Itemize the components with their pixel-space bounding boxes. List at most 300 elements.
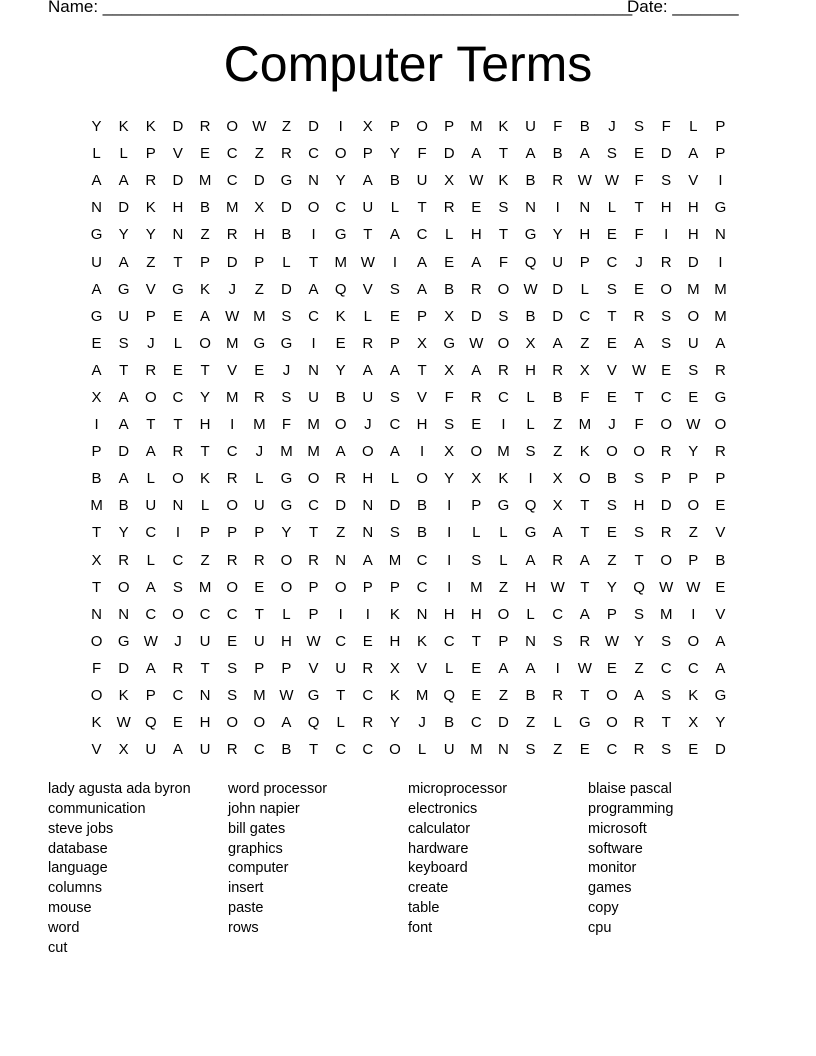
grid-letter: I [447, 578, 452, 596]
word-bank-item: paste [228, 900, 264, 917]
grid-letter: V [688, 172, 699, 190]
grid-letter: C [308, 307, 319, 325]
grid-letter: O [497, 334, 510, 352]
grid-letter: H [470, 605, 482, 623]
grid-letter: M [253, 416, 266, 434]
grid-letter: C [362, 741, 374, 759]
grid-letter: C [389, 416, 401, 434]
grid-letter: U [416, 172, 428, 190]
word-bank-item: create [408, 880, 449, 897]
grid-letter: V [417, 659, 428, 677]
grid-letter: G [714, 199, 727, 217]
grid-letter: J [228, 280, 236, 298]
grid-letter: I [447, 524, 452, 542]
grid-letter: S [661, 172, 672, 190]
grid-letter: O [687, 307, 700, 325]
grid-letter: P [715, 470, 726, 488]
grid-letter: E [688, 741, 699, 759]
grid-letter: Y [335, 172, 346, 190]
grid-letter: A [118, 253, 129, 271]
grid-letter: N [118, 605, 130, 623]
grid-letter: J [282, 361, 291, 379]
grid-letter: R [253, 551, 265, 569]
grid-letter: X [91, 551, 102, 569]
grid-letter: A [91, 361, 102, 379]
grid-letter: P [362, 145, 373, 163]
grid-letter: A [471, 253, 482, 271]
grid-letter: T [200, 443, 210, 461]
grid-letter: W [550, 578, 565, 596]
grid-letter: I [175, 524, 181, 542]
grid-letter: F [444, 388, 454, 406]
grid-row [83, 248, 734, 275]
grid-letter: H [416, 416, 428, 434]
grid-letter: I [528, 470, 533, 488]
grid-letter: T [498, 226, 509, 244]
grid-letter: I [338, 605, 343, 623]
word-bank-item: language [48, 860, 108, 877]
grid-letter: S [552, 632, 563, 650]
word-bank-item: lady agusta ada byron [48, 781, 191, 797]
grid-letter: E [389, 307, 400, 325]
grid-letter: V [227, 361, 238, 379]
grid-row [83, 194, 734, 221]
grid-letter: Y [200, 388, 211, 406]
grid-letter: L [472, 524, 481, 542]
grid-letter: I [555, 199, 560, 217]
grid-letter: R [145, 172, 157, 190]
grid-letter: G [443, 334, 456, 352]
grid-letter: S [634, 524, 645, 542]
grid-letter: O [470, 443, 483, 461]
grid-letter: A [579, 551, 590, 569]
grid-letter: Z [525, 714, 536, 732]
grid-letter: H [199, 714, 211, 732]
grid-letter: D [687, 253, 699, 271]
grid-letter: M [225, 388, 239, 406]
grid-letter: N [91, 199, 102, 217]
grid-letter: O [144, 388, 157, 406]
grid-letter: N [498, 741, 509, 759]
word-bank-item: communication [48, 800, 146, 817]
grid-letter: B [525, 172, 536, 190]
grid-letter: B [281, 741, 292, 759]
grid-letter: S [227, 687, 238, 705]
grid-letter: R [470, 280, 482, 298]
grid-letter: S [227, 659, 238, 677]
grid-letter: J [608, 118, 616, 136]
grid-letter: D [281, 280, 292, 298]
grid-row [83, 411, 734, 438]
grid-letter: O [497, 605, 510, 623]
grid-letter: D [498, 714, 509, 732]
grid-letter: T [91, 524, 102, 542]
grid-letter: P [688, 551, 699, 569]
grid-letter: K [417, 632, 428, 650]
word-bank-item: cpu [588, 919, 612, 936]
grid-letter: B [552, 388, 563, 406]
grid-letter: E [471, 199, 482, 217]
grid-letter: P [91, 443, 102, 461]
grid-letter: P [145, 687, 156, 705]
grid-letter: G [172, 280, 184, 298]
grid-letter: G [117, 632, 130, 650]
grid-row [83, 601, 734, 628]
grid-letter: C [416, 226, 428, 244]
word-bank-item: keyboard [408, 860, 468, 877]
grid-letter: E [471, 687, 482, 705]
grid-letter: U [253, 632, 265, 650]
grid-letter: L [146, 470, 155, 488]
grid-letter: E [172, 361, 183, 379]
grid-letter: X [688, 714, 699, 732]
grid-letter: T [417, 361, 427, 379]
grid-letter: L [146, 551, 155, 569]
grid-letter: G [90, 226, 103, 244]
grid-letter: B [281, 226, 292, 244]
grid-row [83, 438, 734, 465]
grid-letter: O [334, 145, 347, 163]
grid-letter: G [90, 307, 103, 325]
grid-letter: R [362, 659, 374, 677]
grid-letter: M [253, 307, 266, 325]
grid-letter: Y [118, 226, 129, 244]
grid-letter: K [200, 280, 211, 298]
grid-letter: N [308, 361, 319, 379]
grid-letter: M [578, 416, 592, 434]
grid-letter: L [363, 307, 372, 325]
grid-letter: Q [633, 578, 645, 596]
grid-letter: B [525, 687, 536, 705]
grid-letter: X [118, 741, 129, 759]
grid-letter: N [172, 497, 184, 515]
grid-letter: S [606, 497, 617, 515]
grid-letter: T [91, 578, 102, 596]
grid-letter: D [118, 199, 130, 217]
grid-letter: O [172, 605, 184, 623]
grid-letter: O [687, 632, 700, 650]
grid-letter: D [715, 741, 726, 759]
grid-letter: E [606, 659, 617, 677]
grid-letter: H [687, 226, 699, 244]
grid-letter: O [361, 443, 374, 461]
grid-letter: P [389, 334, 400, 352]
grid-letter: W [686, 416, 701, 434]
grid-letter: D [172, 172, 184, 190]
grid-letter: P [389, 118, 400, 136]
grid-letter: A [91, 280, 102, 298]
word-bank-item: computer [228, 860, 289, 877]
grid-letter: M [253, 687, 266, 705]
grid-letter: X [362, 118, 373, 136]
grid-letter: R [660, 524, 672, 542]
grid-letter: U [335, 659, 347, 677]
grid-letter: T [634, 388, 644, 406]
grid-letter: G [253, 334, 266, 352]
grid-letter: T [200, 659, 210, 677]
grid-letter: T [580, 687, 590, 705]
grid-letter: A [715, 632, 726, 650]
grid-letter: Y [606, 578, 617, 596]
grid-letter: S [634, 470, 645, 488]
grid-letter: I [365, 605, 370, 623]
grid-letter: A [471, 361, 482, 379]
grid-letter: O [687, 497, 700, 515]
grid-letter: P [145, 307, 156, 325]
grid-letter: A [362, 551, 373, 569]
grid-letter: Z [146, 253, 156, 271]
grid-letter: G [280, 334, 293, 352]
grid-letter: K [389, 605, 400, 623]
grid-letter: O [90, 687, 103, 705]
grid-letter: U [145, 497, 157, 515]
grid-letter: Z [553, 741, 563, 759]
grid-letter: S [389, 388, 400, 406]
grid-letter: T [308, 741, 319, 759]
grid-letter: U [199, 741, 211, 759]
grid-letter: Z [281, 118, 292, 136]
grid-letter: Z [200, 226, 210, 244]
grid-letter: R [199, 118, 211, 136]
grid-letter: M [714, 307, 727, 325]
grid-letter: A [362, 172, 373, 190]
grid-letter: H [362, 470, 374, 488]
grid-letter: C [660, 388, 672, 406]
grid-letter: J [418, 714, 426, 732]
grid-letter: A [91, 172, 102, 190]
grid-letter: Z [200, 551, 210, 569]
grid-letter: X [444, 307, 455, 325]
grid-letter: V [606, 361, 617, 379]
grid-letter: B [606, 470, 617, 488]
grid-letter: P [498, 632, 509, 650]
grid-letter: C [172, 388, 184, 406]
grid-letter: C [579, 307, 591, 325]
word-bank-item: hardware [408, 840, 469, 857]
grid-letter: A [579, 605, 590, 623]
grid-letter: L [689, 118, 698, 136]
grid-letter: E [362, 632, 373, 650]
word-bank-item: copy [588, 900, 619, 917]
grid-letter: T [417, 199, 427, 217]
grid-letter: B [91, 470, 102, 488]
grid-row [83, 519, 734, 546]
grid-letter: D [335, 497, 347, 515]
grid-letter: D [470, 307, 482, 325]
grid-letter: G [578, 714, 591, 732]
grid-letter: O [606, 443, 618, 461]
grid-letter: X [417, 334, 428, 352]
grid-letter: R [226, 226, 238, 244]
grid-letter: B [552, 145, 563, 163]
grid-letter: G [307, 687, 320, 705]
grid-letter: R [281, 145, 292, 163]
word-bank [48, 780, 768, 959]
grid-letter: J [635, 253, 643, 271]
grid-letter: N [362, 524, 374, 542]
grid-letter: I [691, 605, 696, 623]
grid-letter: R [715, 443, 726, 461]
grid-letter: T [308, 524, 319, 542]
grid-letter: I [447, 551, 452, 569]
grid-letter: E [444, 253, 455, 271]
grid-letter: U [145, 741, 157, 759]
grid-letter: S [118, 334, 129, 352]
grid-letter: W [686, 578, 701, 596]
word-bank-item: games [588, 880, 632, 897]
grid-letter: N [525, 632, 536, 650]
grid-row [83, 628, 734, 655]
grid-letter: O [90, 632, 103, 650]
grid-letter: G [714, 388, 727, 406]
grid-letter: Y [688, 443, 699, 461]
grid-letter: R [633, 307, 645, 325]
grid-letter: U [118, 307, 130, 325]
grid-letter: K [118, 118, 129, 136]
grid-letter: O [117, 578, 130, 596]
grid-letter: O [660, 416, 673, 434]
grid-letter: K [498, 118, 509, 136]
grid-letter: W [577, 172, 592, 190]
grid-letter: O [578, 470, 591, 488]
word-bank-item: insert [228, 880, 264, 897]
grid-letter: E [715, 497, 726, 515]
grid-letter: H [253, 226, 265, 244]
word-bank-item: database [48, 840, 108, 857]
grid-letter: Z [553, 416, 563, 434]
word-bank-item: columns [48, 880, 102, 897]
grid-letter: D [552, 307, 564, 325]
grid-letter: R [470, 388, 482, 406]
word-bank-item: electronics [408, 800, 478, 817]
grid-letter: E [606, 334, 617, 352]
grid-letter: U [525, 118, 536, 136]
grid-letter: A [335, 443, 346, 461]
grid-letter: O [334, 416, 347, 434]
grid-letter: C [362, 687, 374, 705]
grid-letter: T [634, 551, 644, 569]
grid-letter: D [660, 145, 672, 163]
grid-letter: A [389, 443, 400, 461]
grid-letter: X [525, 334, 536, 352]
grid-letter: A [200, 307, 211, 325]
grid-letter: W [631, 361, 647, 379]
grid-letter: A [281, 714, 292, 732]
grid-letter: C [172, 687, 184, 705]
grid-letter: X [91, 388, 102, 406]
grid-letter: C [145, 524, 157, 542]
grid-letter: L [499, 524, 508, 542]
grid-letter: R [362, 714, 374, 732]
grid-letter: I [311, 334, 316, 352]
grid-letter: G [280, 172, 293, 190]
grid-letter: J [364, 416, 372, 434]
grid-letter: F [498, 253, 509, 271]
word-bank-item: table [408, 900, 440, 917]
grid-letter: P [389, 578, 400, 596]
grid-letter: B [417, 524, 428, 542]
grid-letter: D [443, 145, 455, 163]
word-bank-item: cut [48, 939, 68, 956]
grid-letter: I [338, 118, 343, 136]
grid-letter: W [225, 307, 240, 325]
grid-letter: V [308, 659, 319, 677]
grid-letter: F [91, 659, 102, 677]
grid-letter: A [579, 145, 590, 163]
grid-letter: E [471, 416, 482, 434]
grid-letter: Z [580, 334, 590, 352]
grid-letter: P [417, 307, 428, 325]
grid-letter: B [525, 307, 536, 325]
grid-letter: F [580, 388, 590, 406]
grid-letter: E [634, 145, 645, 163]
word-bank-item: monitor [588, 860, 637, 877]
grid-letter: K [389, 687, 400, 705]
grid-letter: P [715, 118, 726, 136]
date-field-label: Date: _______ [627, 0, 739, 16]
grid-letter: O [226, 497, 239, 515]
grid-letter: P [688, 470, 699, 488]
grid-letter: J [255, 443, 264, 461]
grid-letter: T [580, 578, 590, 596]
grid-letter: E [688, 388, 699, 406]
name-field-label: Name: ________________________________________________________ [48, 0, 633, 16]
grid-letter: C [335, 632, 347, 650]
word-bank-column [48, 780, 228, 959]
grid-letter: I [501, 416, 506, 434]
grid-letter: T [363, 226, 373, 244]
grid-letter: X [444, 361, 455, 379]
grid-letter: C [416, 551, 428, 569]
grid-letter: V [172, 145, 183, 163]
grid-letter: A [417, 253, 428, 271]
grid-letter: Z [498, 578, 509, 596]
grid-row [83, 709, 734, 736]
grid-letter: R [552, 687, 564, 705]
word-bank-item: microprocessor [408, 781, 508, 797]
grid-letter: G [497, 497, 510, 515]
grid-letter: E [606, 226, 617, 244]
grid-letter: G [524, 226, 537, 244]
grid-letter: S [661, 741, 672, 759]
grid-letter: A [118, 470, 129, 488]
grid-letter: K [91, 714, 102, 732]
grid-letter: O [416, 470, 428, 488]
grid-letter: V [417, 388, 428, 406]
grid-row [83, 167, 734, 194]
grid-letter: P [200, 253, 211, 271]
grid-letter: R [172, 443, 184, 461]
grid-letter: T [308, 253, 319, 271]
grid-letter: U [362, 388, 374, 406]
grid-letter: T [471, 632, 481, 650]
grid-letter: M [198, 578, 212, 596]
grid-letter: R [226, 551, 238, 569]
grid-letter: Z [254, 280, 264, 298]
grid-letter: M [198, 172, 212, 190]
grid-letter: U [308, 388, 319, 406]
grid-letter: A [525, 659, 536, 677]
grid-row [83, 655, 734, 682]
grid-letter: A [118, 172, 129, 190]
grid-row [83, 221, 734, 248]
grid-letter: N [416, 605, 428, 623]
grid-letter: P [254, 659, 265, 677]
grid-letter: U [199, 632, 211, 650]
grid-letter: A [417, 280, 428, 298]
grid-letter: C [253, 741, 265, 759]
grid-letter: N [308, 172, 319, 190]
